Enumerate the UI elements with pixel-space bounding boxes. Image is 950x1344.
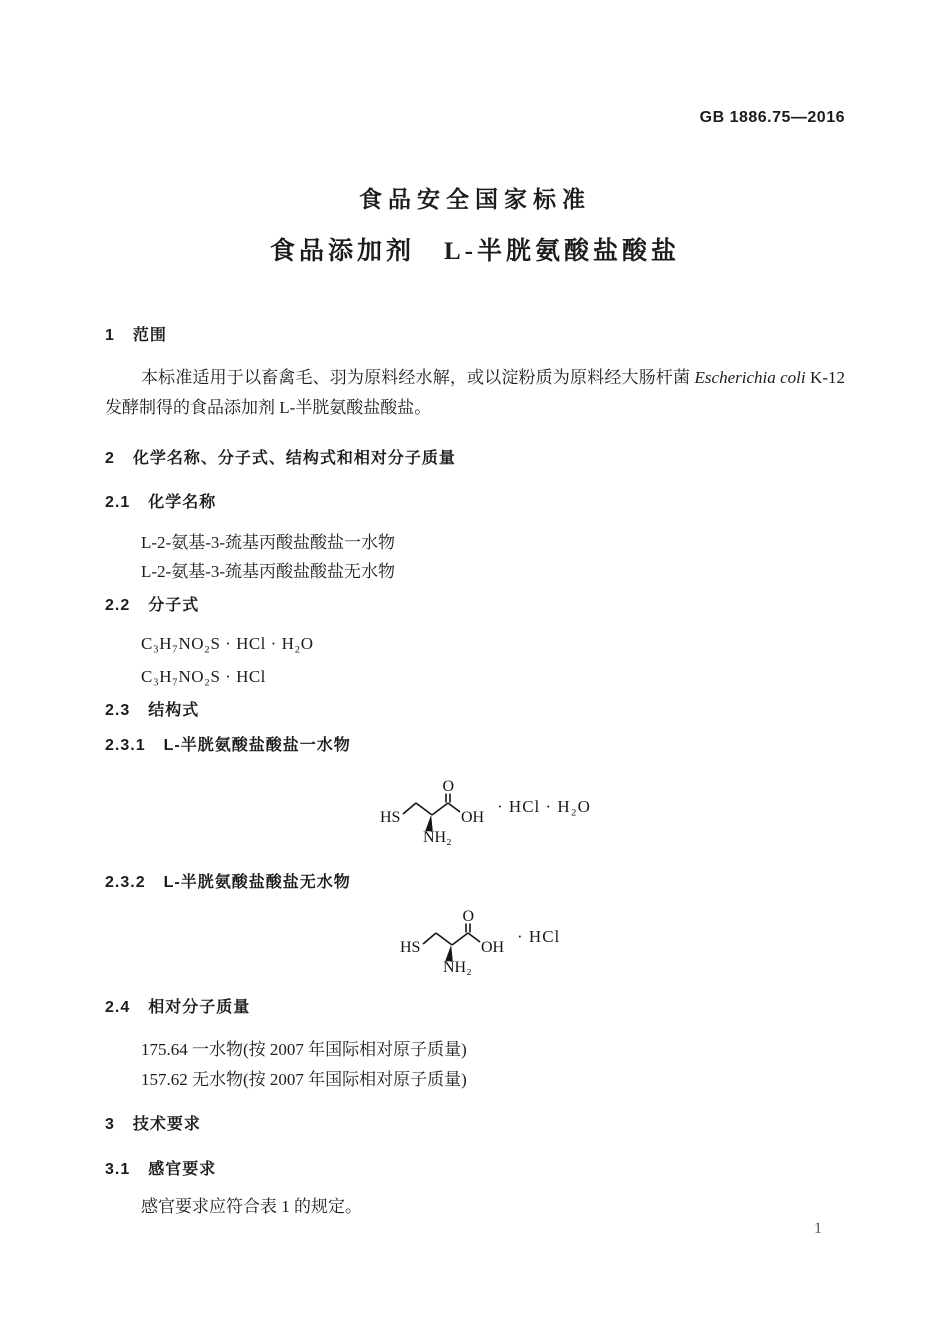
adduct-label-anhydrous: · HCl [517, 927, 561, 946]
standard-series-title: 食品安全国家标准 [359, 187, 591, 212]
section-2-3-heading [105, 700, 845, 722]
section-3-1-number: 3.1 [105, 1161, 131, 1178]
scope-species-name: Escherichia coli [694, 368, 806, 387]
section-2-heading [105, 448, 845, 470]
atom-label-oh: OH [481, 939, 505, 956]
atom-label-nh2: NH₂ [443, 959, 472, 976]
section-2-3-2-title: L-半胱氨酸盐酸盐无水物 [163, 874, 351, 891]
section-2-1-number: 2.1 [105, 494, 131, 511]
chemical-name-anhydrous: L-2-氨基-3-巯基丙酸盐酸盐无水物 [141, 562, 396, 581]
molecular-formula-monohydrate: C₃H₇NO₂S · HCl · H₂O [141, 634, 314, 653]
section-3-number: 3 [105, 1116, 115, 1133]
section-2-3-1-title: L-半胱氨酸盐酸盐一水物 [163, 737, 351, 754]
section-2-3-title: 结构式 [148, 702, 200, 719]
sensory-requirement-paragraph: 感官要求应符合表 1 的规定。 [141, 1197, 362, 1216]
atom-label-o: O [462, 908, 475, 925]
section-2-number: 2 [105, 450, 115, 467]
scope-paragraph [105, 363, 845, 423]
section-2-3-1-number: 2.3.1 [105, 737, 146, 754]
molecular-mass-list [105, 1035, 845, 1095]
section-1-title: 范围 [132, 327, 167, 344]
scope-text-pre: 本标准适用于以畜禽毛、羽为原料经水解，或以淀粉质为原料经大肠杆菌 [141, 368, 695, 387]
structure-anhydrous [400, 906, 845, 976]
section-2-2-heading [105, 595, 845, 617]
section-2-3-number: 2.3 [105, 702, 131, 719]
molecular-formula-anhydrous: C₃H₇NO₂S · HCl [141, 667, 266, 686]
chemical-name-list [105, 528, 845, 586]
section-2-1-title: 化学名称 [148, 494, 217, 511]
atom-label-oh: OH [461, 809, 485, 826]
atom-label-hs: HS [380, 809, 401, 826]
section-2-3-2-heading [105, 872, 845, 894]
page-number: 1 [814, 1220, 822, 1237]
atom-label-nh2: NH₂ [423, 829, 452, 846]
section-1-heading [105, 325, 845, 347]
section-2-3-2-number: 2.3.2 [105, 874, 146, 891]
cysteine-structure-diagram [380, 776, 485, 846]
standard-number: GB 1886.75—2016 [699, 109, 845, 126]
molecular-mass-monohydrate: 175.64 一水物(按 2007 年国际相对原子质量) [141, 1040, 467, 1059]
section-2-1-heading [105, 492, 845, 514]
section-2-3-1-heading [105, 735, 845, 757]
section-3-title: 技术要求 [132, 1116, 201, 1133]
structure-monohydrate [380, 776, 845, 846]
atom-label-o: O [442, 778, 455, 795]
section-2-title: 化学名称、分子式、结构式和相对分子质量 [132, 450, 456, 467]
cysteine-structure-diagram [400, 906, 505, 976]
section-2-2-number: 2.2 [105, 597, 131, 614]
chemical-name-monohydrate: L-2-氨基-3-巯基丙酸盐酸盐一水物 [141, 533, 396, 552]
section-3-1-heading [105, 1159, 845, 1181]
section-2-4-heading [105, 997, 845, 1019]
section-2-4-number: 2.4 [105, 999, 131, 1016]
section-2-2-title: 分子式 [148, 597, 200, 614]
scope-text-post: K-12 发酵制得的食品添加剂 L-半胱氨酸盐酸盐。 [105, 368, 845, 417]
adduct-label-monohydrate: · HCl · H₂O [497, 797, 591, 816]
section-3-heading [105, 1114, 845, 1136]
product-title: 食品添加剂 L-半胱氨酸盐酸盐 [269, 238, 680, 265]
atom-label-hs: HS [400, 939, 421, 956]
section-1-number: 1 [105, 327, 115, 344]
section-2-4-title: 相对分子质量 [148, 999, 251, 1016]
section-3-1-title: 感官要求 [148, 1161, 217, 1178]
molecular-mass-anhydrous: 157.62 无水物(按 2007 年国际相对原子质量) [141, 1070, 467, 1089]
molecular-formula-list [105, 627, 845, 693]
